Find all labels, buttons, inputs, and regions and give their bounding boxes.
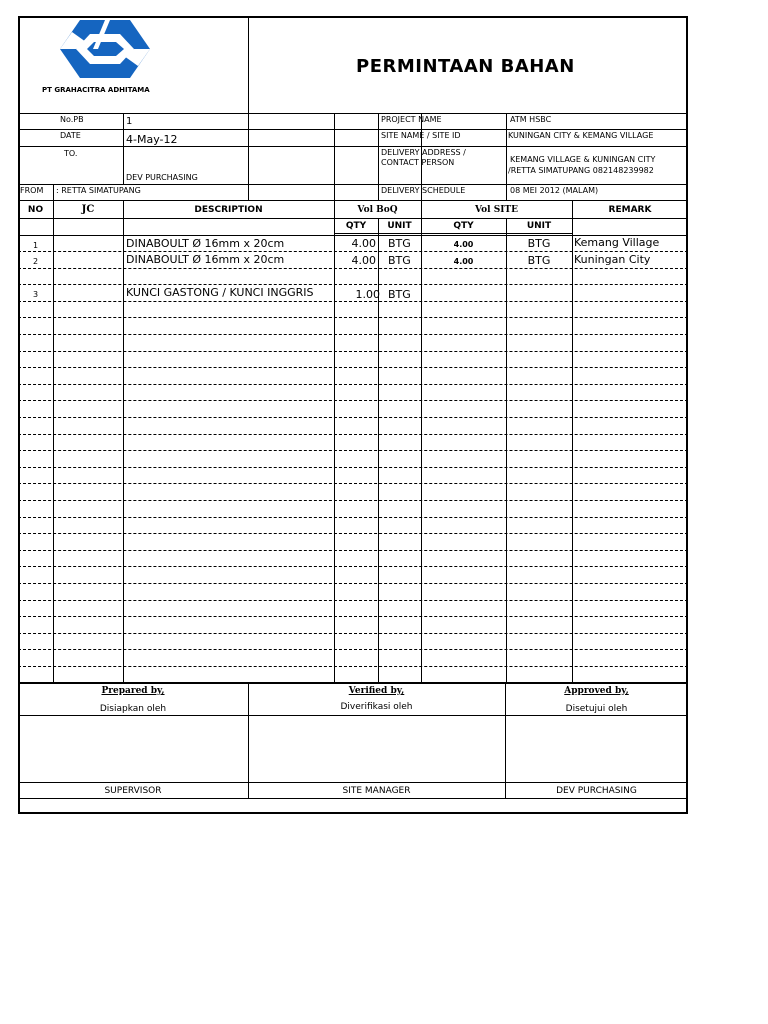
row-1-site-qty: 4.00 xyxy=(453,240,474,249)
delivery-address-label-2: CONTACT PERSON xyxy=(381,158,455,167)
col-vol-boq-header: Vol BoQ xyxy=(357,205,398,215)
row-2-boq-unit: BTG xyxy=(388,254,411,267)
table-row-divider xyxy=(18,633,688,634)
col-jc-header: JC xyxy=(81,204,95,215)
boq-unit-header: UNIT xyxy=(387,221,412,231)
no-pb-label: No.PB xyxy=(60,115,84,124)
row-3-boq-qty: 1.00 xyxy=(355,288,380,301)
delivery-schedule-label: DELIVERY SCHEDULE xyxy=(381,186,466,195)
from-value: : RETTA SIMATUPANG xyxy=(56,186,141,195)
row-2-site-qty: 4.00 xyxy=(453,257,474,266)
row-2-description: DINABOULT Ø 16mm x 20cm xyxy=(126,253,285,266)
date-label: DATE xyxy=(60,131,81,140)
table-row-divider xyxy=(18,467,688,468)
row-3-no: 3 xyxy=(32,290,39,299)
prepared-by-role: SUPERVISOR xyxy=(104,786,162,796)
table-row-divider xyxy=(18,417,688,418)
table-row-divider xyxy=(18,384,688,385)
table-row-divider xyxy=(18,268,688,269)
row-1-boq-unit: BTG xyxy=(388,237,411,250)
table-row-divider xyxy=(18,649,688,650)
no-pb-value: 1 xyxy=(126,116,133,127)
col-remark-header: REMARK xyxy=(608,205,652,215)
row-2-boq-qty: 4.00 xyxy=(351,254,376,267)
from-label: FROM xyxy=(20,186,44,195)
col-vol-site-header: Vol SITE xyxy=(475,205,518,215)
table-row-divider xyxy=(18,583,688,584)
delivery-schedule-value: 08 MEI 2012 (MALAM) xyxy=(510,186,599,195)
delivery-address-label-1: DELIVERY ADDRESS / xyxy=(381,148,466,157)
prepared-by-label: Prepared by, xyxy=(101,686,165,696)
table-row-divider xyxy=(18,566,688,567)
approved-by-sub: Disetujui oleh xyxy=(565,704,628,714)
verified-by-label: Verified by, xyxy=(348,686,405,696)
table-row-divider xyxy=(18,351,688,352)
table-row-divider xyxy=(18,533,688,534)
site-qty-header: QTY xyxy=(453,221,474,231)
table-row-divider xyxy=(18,550,688,551)
row-2-remark: Kuningan City xyxy=(574,253,651,266)
row-1-boq-qty: 4.00 xyxy=(351,237,376,250)
delivery-address-value-1: KEMANG VILLAGE & KUNINGAN CITY xyxy=(510,155,656,164)
row-2-site-unit: BTG xyxy=(527,254,551,267)
approved-by-role: DEV PURCHASING xyxy=(556,786,637,796)
site-unit-header: UNIT xyxy=(526,221,552,231)
table-row-divider xyxy=(18,616,688,617)
table-row-divider xyxy=(18,400,688,401)
to-value: DEV PURCHASING xyxy=(126,173,198,182)
to-label: TO. xyxy=(64,149,78,158)
site-value: KUNINGAN CITY & KEMANG VILLAGE xyxy=(508,131,654,140)
table-row-divider xyxy=(18,450,688,451)
table-row-divider xyxy=(18,317,688,318)
boq-qty-header: QTY xyxy=(345,221,367,231)
row-1-no: 1 xyxy=(32,241,39,250)
row-1-remark: Kemang Village xyxy=(574,236,660,249)
table-row-divider xyxy=(18,334,688,335)
table-row-divider xyxy=(18,517,688,518)
row-3-boq-unit: BTG xyxy=(388,288,411,301)
date-value: 4-May-12 xyxy=(126,133,178,146)
table-row-divider xyxy=(18,600,688,601)
prepared-by-sub: Disiapkan oleh xyxy=(99,704,167,714)
project-name-label: PROJECT NAME xyxy=(381,115,442,124)
project-name-value: ATM HSBC xyxy=(510,115,552,124)
table-row-divider xyxy=(18,367,688,368)
verified-by-sub: Diverifikasi oleh xyxy=(340,702,413,712)
site-label: SITE NAME / SITE ID xyxy=(381,131,461,140)
table-row-divider xyxy=(18,284,688,285)
company-name: PT GRAHACITRA ADHITAMA xyxy=(42,86,150,94)
row-3-description: KUNCI GASTONG / KUNCI INGGRIS xyxy=(126,286,314,299)
table-row-divider xyxy=(18,500,688,501)
row-1-site-unit: BTG xyxy=(527,237,551,250)
verified-by-role: SITE MANAGER xyxy=(342,786,411,796)
row-2-no: 2 xyxy=(32,257,39,266)
document-title: PERMINTAAN BAHAN xyxy=(356,56,575,77)
table-row-divider xyxy=(18,666,688,667)
table-row-divider xyxy=(18,483,688,484)
delivery-address-value-2: /RETTA SIMATUPANG 082148239982 xyxy=(508,166,654,175)
table-row-divider xyxy=(18,434,688,435)
col-no-header: NO xyxy=(27,205,44,215)
table-row-divider xyxy=(18,251,688,252)
approved-by-label: Approved by, xyxy=(564,686,629,696)
row-1-description: DINABOULT Ø 16mm x 20cm xyxy=(126,237,285,250)
table-row-divider xyxy=(18,301,688,302)
col-description-header: DESCRIPTION xyxy=(194,205,263,215)
